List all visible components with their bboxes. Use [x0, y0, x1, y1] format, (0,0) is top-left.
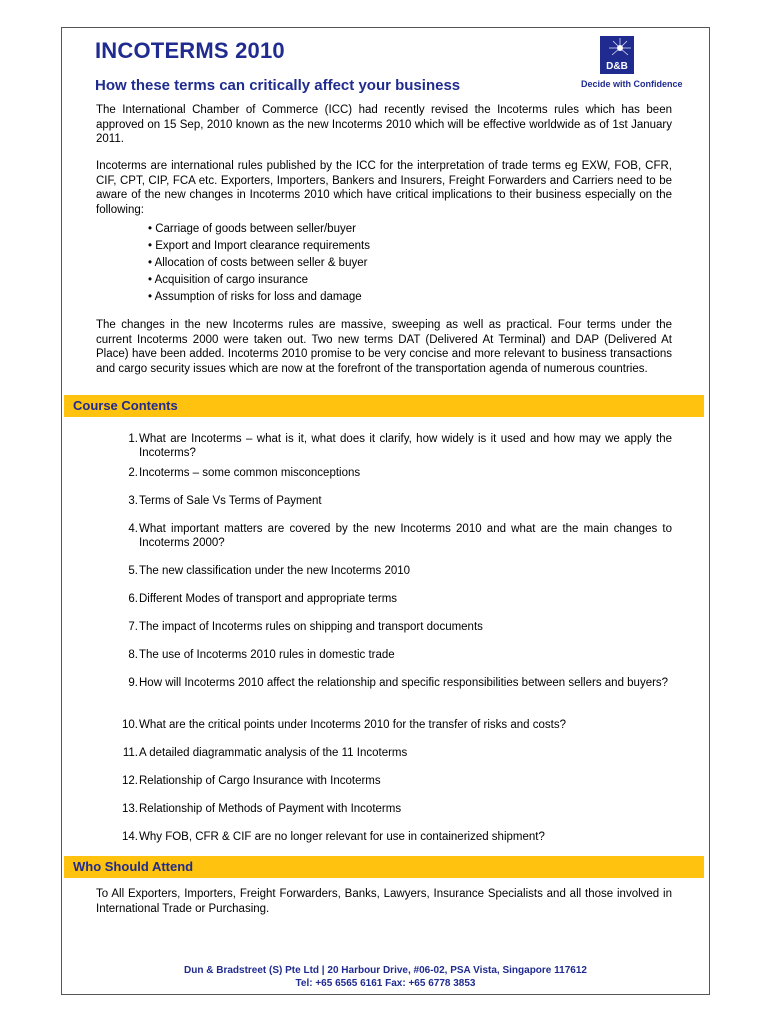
list-item: • Acquisition of cargo insurance — [148, 274, 309, 286]
list-item: • Export and Import clearance requirements — [148, 240, 370, 252]
list-item — [116, 466, 672, 480]
list-item — [116, 432, 672, 460]
list-item — [116, 648, 672, 662]
attend-text: To All Exporters, Importers, Freight Forwarders, Banks, Lawyers, Insurance Specialists and all those involved in International Trade or Purchasing. — [96, 888, 672, 915]
section-heading: Course Contents — [73, 398, 178, 413]
intro-paragraph-3 — [96, 318, 672, 376]
section-heading: Who Should Attend — [73, 859, 194, 874]
intro-paragraph-1 — [96, 103, 672, 147]
item-text: Terms of Sale Vs Terms of Payment — [139, 495, 322, 507]
item-number: 9. — [128, 677, 138, 689]
list-item — [116, 718, 672, 732]
list-item: • Carriage of goods between seller/buyer — [148, 223, 356, 235]
course-contents-header — [64, 395, 704, 417]
item-number: 5. — [128, 565, 138, 577]
item-number: 11. — [122, 747, 138, 759]
list-item — [116, 620, 672, 634]
list-item — [116, 494, 672, 508]
item-text: What are Incoterms – what is it, what does it clarify, how widely is it used and how may we apply the Incoterms? — [139, 433, 672, 459]
intro-text-2: Incoterms are international rules published by the ICC for the interpretation of trade terms eg EXW, FOB, CFR, CIF, CPT, CIP, FCA etc. Exporters, Importers, Bankers and Insurers, Freight Forwarders and Carriers need to be aware of the new changes in Incoterms 2010 which have critical implications to their business especially on the following: — [96, 160, 672, 216]
intro-paragraph-2 — [96, 159, 672, 217]
list-item: • Allocation of costs between seller & buyer — [148, 257, 368, 269]
item-number: 14. — [122, 831, 138, 843]
item-number: 2. — [128, 467, 138, 479]
footer-contact: Tel: +65 6565 6161 Fax: +65 6778 3853 — [295, 978, 476, 989]
item-number: 7. — [128, 621, 138, 633]
item-text: The new classification under the new Incoterms 2010 — [139, 565, 411, 577]
list-item — [116, 830, 672, 844]
page-title: INCOTERMS 2010 — [95, 38, 285, 63]
item-text: The use of Incoterms 2010 rules in domestic trade — [139, 649, 395, 661]
intro-text-1: The International Chamber of Commerce (ICC) had recently revised the Incoterms rules which has been approved on 15 Sep, 2010 known as the new Incoterms 2010 which will be effective worldwide as of 1st January 2011. — [96, 104, 672, 145]
item-number: 12. — [122, 775, 138, 787]
logo-text: D&B — [606, 61, 628, 72]
item-text: What are the critical points under Incoterms 2010 for the transfer of risks and costs? — [139, 719, 566, 731]
footer-address: Dun & Bradstreet (S) Pte Ltd | 20 Harbour Drive, #06-02, PSA Vista, Singapore 117612 — [184, 965, 587, 976]
list-item: • Assumption of risks for loss and damage — [148, 291, 362, 303]
list-item — [116, 564, 672, 578]
item-text: Why FOB, CFR & CIF are no longer relevant for use in containerized shipment? — [139, 831, 545, 843]
implications-list — [148, 221, 370, 306]
item-number: 6. — [128, 593, 138, 605]
list-item — [116, 746, 672, 760]
item-text: Incoterms – some common misconceptions — [139, 467, 361, 479]
item-text: How will Incoterms 2010 affect the relationship and specific responsibilities between sellers and buyers? — [139, 677, 669, 689]
item-text: Different Modes of transport and appropriate terms — [139, 593, 398, 605]
item-number: 3. — [128, 495, 138, 507]
page-subtitle: How these terms can critically affect your business — [95, 77, 461, 94]
item-number: 4. — [128, 523, 138, 535]
logo-tagline: Decide with Confidence — [581, 79, 683, 89]
who-should-attend-header — [64, 856, 704, 878]
item-number: 8. — [128, 649, 138, 661]
item-text: A detailed diagrammatic analysis of the 11 Incoterms — [139, 747, 408, 759]
list-item — [116, 676, 672, 690]
list-item — [116, 592, 672, 606]
list-item — [116, 802, 672, 816]
item-text: Relationship of Methods of Payment with Incoterms — [139, 803, 402, 815]
intro-text-3: The changes in the new Incoterms rules are massive, sweeping as well as practical. Four terms under the current Incoterms 2000 were taken out. Two new terms DAT (Delivered At Terminal) and DAP (Delivered At Place) have been added. Incoterms 2010 promise to be very concise and more relevant to business transactions and cargo security issues which are now at the forefront of the transportation agenda of numerous countries. — [96, 319, 672, 375]
item-number: 1. — [128, 433, 138, 445]
list-item — [116, 774, 672, 788]
item-text: Relationship of Cargo Insurance with Incoterms — [139, 775, 381, 787]
item-text: What important matters are covered by the new Incoterms 2010 and what are the main changes to Incoterms 2000? — [139, 523, 672, 549]
attend-paragraph — [96, 887, 672, 916]
item-text: The impact of Incoterms rules on shipping and transport documents — [139, 621, 483, 633]
list-item — [116, 522, 672, 550]
item-number: 10. — [122, 719, 138, 731]
item-number: 13. — [122, 803, 138, 815]
dnb-logo-icon — [600, 36, 634, 74]
